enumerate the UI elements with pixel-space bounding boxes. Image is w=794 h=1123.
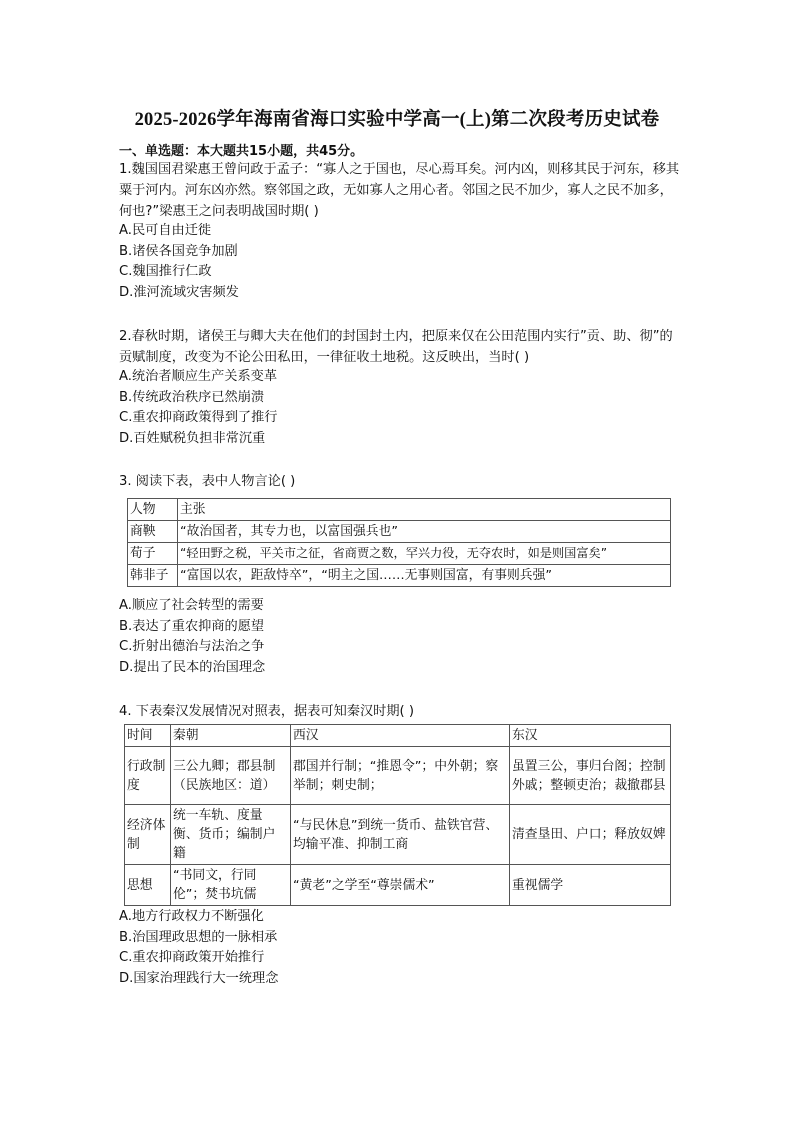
table-row (125, 747, 671, 805)
table-cell: 清查垦田、户口；释放奴婢 (510, 805, 671, 865)
table-cell: 韩非子 (128, 565, 178, 587)
question-4-table (124, 724, 671, 906)
question-1-option-d[interactable]: D.淮河流域灾害频发 (119, 284, 239, 300)
question-3-option-d[interactable]: D.提出了民本的治国理念 (119, 659, 266, 675)
table-header-cell: 西汉 (291, 725, 510, 747)
question-4-options (119, 907, 278, 989)
table-cell: “轻田野之税，平关市之征，省商贾之数，罕兴力役，无夺农时，如是则国富矣” (178, 543, 671, 565)
table-row (125, 805, 671, 865)
table-header-cell: 秦朝 (171, 725, 291, 747)
question-2-option-a[interactable]: A.统治者顺应生产关系变革 (119, 369, 278, 384)
question-4-option-c[interactable]: C.重农抑商政策开始推行 (119, 950, 265, 965)
question-3-option-c[interactable]: C.折射出德治与法治之争 (119, 639, 265, 654)
question-2-options (119, 367, 277, 449)
table-header-cell: 主张 (178, 499, 671, 521)
question-3-stem: 3. 阅读下表，表中人物言论( ) (119, 474, 296, 489)
question-2-stem: 2.春秋时期，诸侯王与卿大夫在他们的封国封土内，把原来仅在公田范围内实行”贡、助、彻”的贡赋制度，改变为不论公田私田，一律征收土地税。这反映出，当时( ) (119, 329, 673, 365)
table-row (128, 543, 671, 565)
question-3-option-a[interactable]: A.顺应了社会转型的需要 (119, 598, 264, 613)
table-cell: 虽置三公，事归台阁；控制外戚；整顿吏治；裁撤郡县 (510, 747, 671, 805)
table-cell: 行政制度 (125, 747, 171, 805)
section-heading: 一、单选题：本大题共15小题，共45分。 (119, 144, 364, 159)
table-cell: 郡国并行制；“推恩令”；中外朝；察举制；刺史制； (291, 747, 510, 805)
question-1-option-c[interactable]: C.魏国推行仁政 (119, 264, 212, 279)
table-cell: “书同文，行同伦”；焚书坑儒 (171, 865, 291, 906)
question-2-option-b[interactable]: B.传统政治秩序已然崩溃 (119, 389, 265, 405)
table-cell: “黄老”之学至“尊崇儒术” (291, 865, 510, 906)
table-header-cell: 东汉 (510, 725, 671, 747)
table-header-cell: 时间 (125, 725, 171, 747)
table-cell: “富国以农，距敌恃卒”，“明主之国……无事则国富，有事则兵强” (178, 565, 671, 587)
question-1-option-a[interactable]: A.民可自由迁徙 (119, 223, 212, 238)
question-4-stem: 4. 下表秦汉发展情况对照表，据表可知秦汉时期( ) (119, 704, 415, 719)
exam-title: 2025-2026学年海南省海口实验中学高一(上)第二次段考历史试卷 (134, 110, 660, 130)
table-cell: 商鞅 (128, 521, 178, 543)
question-3-options (119, 596, 265, 678)
table-cell: 经济体制 (125, 805, 171, 865)
question-3-option-b[interactable]: B.表达了重农抑商的愿望 (119, 618, 265, 634)
table-header-row (128, 499, 671, 521)
question-2-option-c[interactable]: C.重农抑商政策得到了推行 (119, 410, 278, 425)
table-cell: 荀子 (128, 543, 178, 565)
question-4-option-b[interactable]: B.治国理政思想的一脉相承 (119, 929, 278, 945)
table-cell: 三公九卿；郡县制（民族地区：道） (171, 747, 291, 805)
table-cell: 重视儒学 (510, 865, 671, 906)
question-1-options (119, 221, 239, 303)
question-1-stem: 1.魏国国君梁惠王曾问政于孟子：“寡人之于国也，尽心焉耳矣。河内凶，则移其民于河东，移其粟于河内。河东凶亦然。察邻国之政，无如寡人之用心者。邻国之民不加少，寡人之民不加多，何也?”梁惠王之问表明战国时期( ) (119, 162, 680, 219)
question-4-option-d[interactable]: D.国家治理践行大一统理念 (119, 970, 279, 986)
table-cell: “故治国者，其专力也，以富国强兵也” (178, 521, 671, 543)
question-3-table (127, 498, 671, 587)
table-row (128, 521, 671, 543)
question-1-option-b[interactable]: B.诸侯各国竞争加剧 (119, 243, 238, 259)
table-row (125, 865, 671, 906)
table-header-row (125, 725, 671, 747)
question-2-option-d[interactable]: D.百姓赋税负担非常沉重 (119, 430, 266, 446)
question-4-option-a[interactable]: A.地方行政权力不断强化 (119, 909, 264, 924)
table-cell: “与民休息”到统一货币、盐铁官营、均输平准、抑制工商 (291, 805, 510, 865)
table-row (128, 565, 671, 587)
table-cell: 思想 (125, 865, 171, 906)
table-header-cell: 人物 (128, 499, 178, 521)
table-cell: 统一车轨、度量衡、货币；编制户籍 (171, 805, 291, 865)
